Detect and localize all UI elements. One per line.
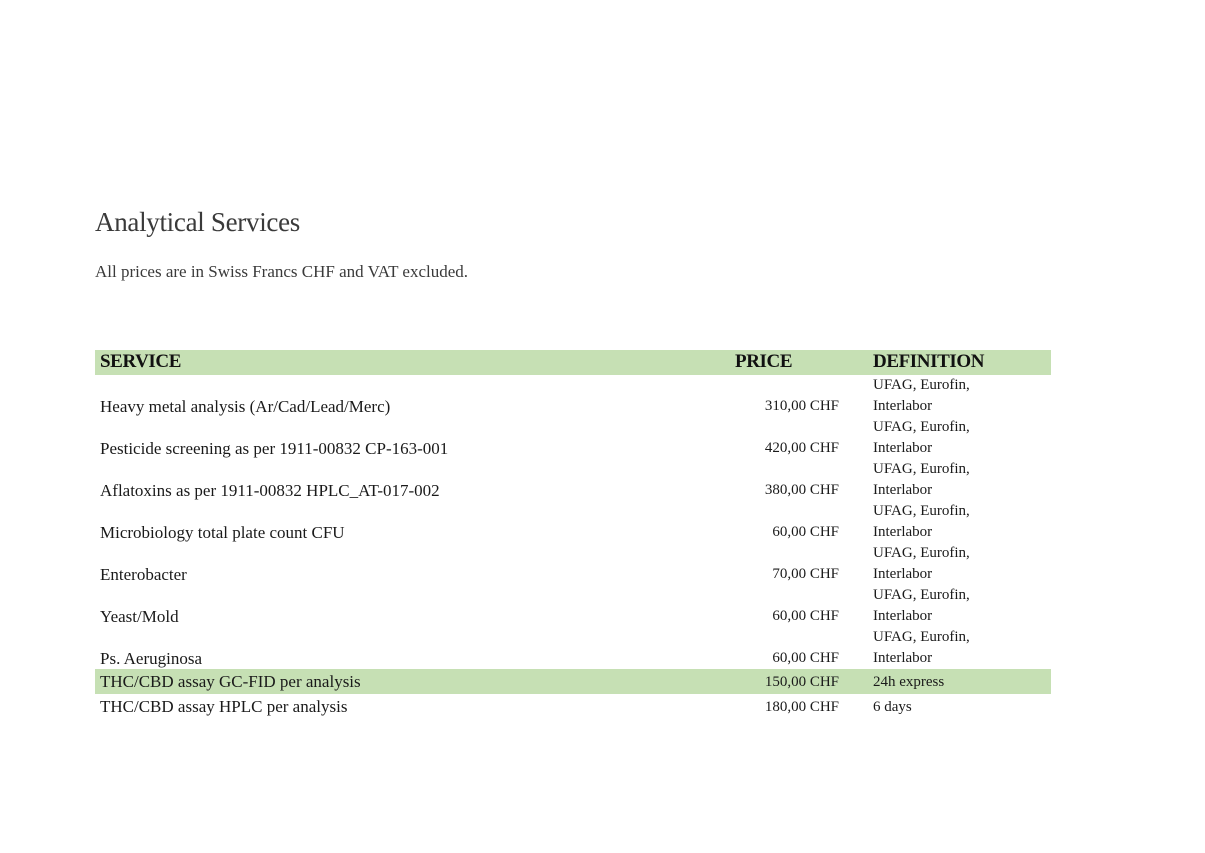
definition-cell: UFAG, Eurofin, Interlabor	[873, 461, 970, 498]
service-cell: Aflatoxins as per 1911-00832 HPLC_AT-017-002	[100, 481, 440, 500]
service-cell: Heavy metal analysis (Ar/Cad/Lead/Merc)	[100, 397, 391, 416]
definition-cell: 24h express	[873, 674, 945, 690]
table-row	[95, 417, 1051, 459]
definition-cell: 6 days	[873, 699, 912, 715]
definition-cell: UFAG, Eurofin, Interlabor	[873, 419, 970, 456]
definition-cell: UFAG, Eurofin, Interlabor	[873, 377, 970, 414]
definition-cell: UFAG, Eurofin, Interlabor	[873, 545, 970, 582]
table-row	[95, 501, 1051, 543]
price-cell: 150,00 CHF	[764, 674, 839, 690]
price-cell: 60,00 CHF	[772, 608, 839, 624]
table-row	[95, 543, 1051, 585]
price-cell: 380,00 CHF	[764, 482, 839, 498]
table-row	[95, 375, 1051, 417]
definition-cell: UFAG, Eurofin, Interlabor	[873, 503, 970, 540]
header-definition: DEFINITION	[873, 351, 985, 372]
price-cell: 310,00 CHF	[764, 398, 839, 414]
service-cell: THC/CBD assay HPLC per analysis	[100, 697, 348, 716]
price-note: All prices are in Swiss Francs CHF and VAT excluded.	[95, 262, 469, 281]
price-cell: 60,00 CHF	[772, 524, 839, 540]
price-cell: 180,00 CHF	[764, 699, 839, 715]
definition-cell: UFAG, Eurofin, Interlabor	[873, 629, 970, 666]
price-cell: 70,00 CHF	[772, 566, 839, 582]
page-title: Analytical Services	[95, 207, 300, 237]
header-service: SERVICE	[100, 351, 182, 372]
service-cell: Yeast/Mold	[100, 607, 179, 626]
header-price: PRICE	[735, 351, 793, 372]
service-cell: Microbiology total plate count CFU	[100, 523, 345, 542]
table-row	[95, 627, 1051, 669]
table-row-highlighted	[95, 669, 1051, 694]
table-row	[95, 694, 1051, 719]
table-row	[95, 459, 1051, 501]
service-cell: Enterobacter	[100, 565, 187, 584]
services-table	[95, 350, 1051, 719]
price-cell: 420,00 CHF	[764, 440, 839, 456]
table-row	[95, 585, 1051, 627]
price-cell: 60,00 CHF	[772, 650, 839, 666]
service-cell: THC/CBD assay GC-FID per analysis	[100, 672, 361, 691]
service-cell: Pesticide screening as per 1911-00832 CP-163-001	[100, 439, 449, 458]
definition-cell: UFAG, Eurofin, Interlabor	[873, 587, 970, 624]
table-header	[95, 350, 1051, 375]
service-cell: Ps. Aeruginosa	[100, 649, 202, 668]
